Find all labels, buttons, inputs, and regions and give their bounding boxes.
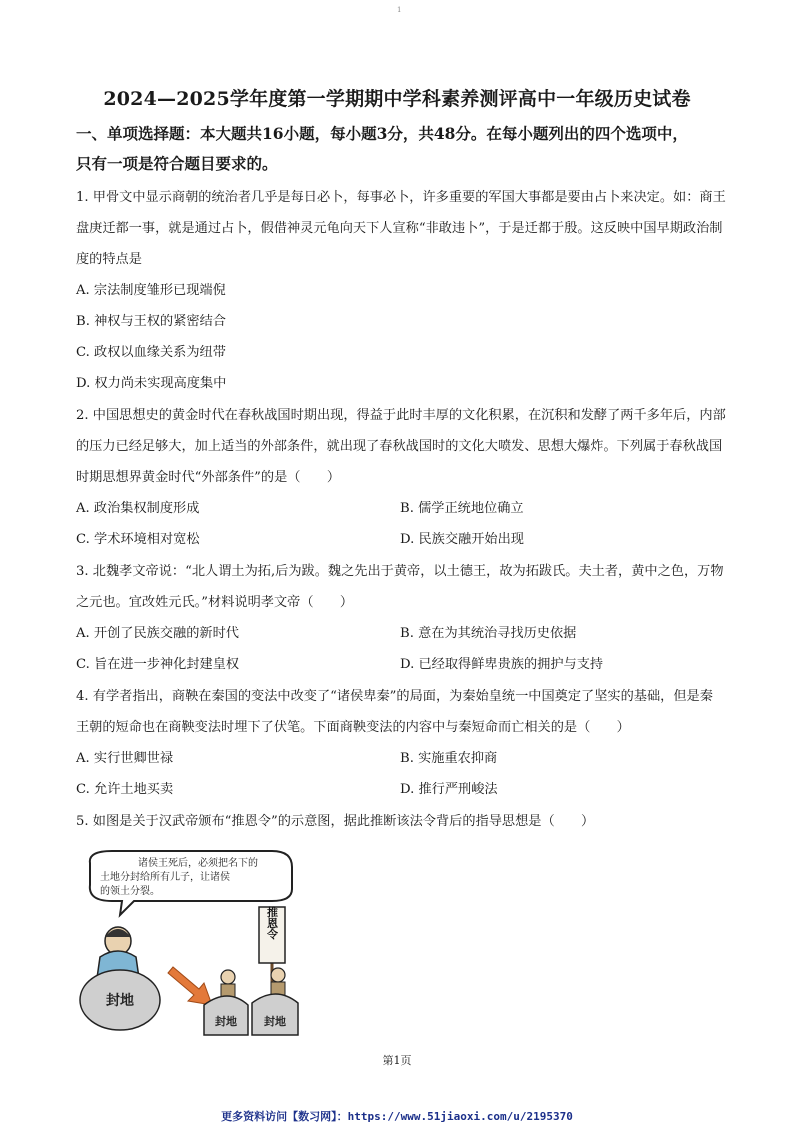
split-arrow-icon	[168, 967, 212, 1005]
heir-figure-right	[271, 968, 285, 996]
question-2-option-a: A. 政治集权制度形成	[76, 501, 200, 516]
question-3-stem: 3. 北魏孝文帝说：“北人谓土为拓,后为跋。魏之先出于黄帝，以土德王，故为拓跋氏。夫土者，黄中之色，万物之元也。宜改姓元氏。”材料说明孝文帝（ ）	[76, 564, 724, 610]
small-fief-label-left: 封地	[215, 1015, 237, 1028]
question-1-option-a: A. 宗法制度雏形已现端倪	[76, 283, 226, 298]
question-4-stem: 4. 有学者指出，商鞅在秦国的变法中改变了“诸侯卑秦”的局面，为秦始皇统一中国奠定了坚实的基础，但是秦王朝的短命也在商鞅变法时埋下了伏笔。下面商鞅变法的内容中与秦短命而亡相关的是（ ）	[76, 689, 713, 735]
big-fief-label: 封地	[106, 993, 134, 1009]
speech-line-1: 诸侯王死后，必须把名下的	[138, 858, 258, 869]
question-2-option-d: D. 民族交融开始出现	[400, 532, 524, 547]
question-3-option-b: B. 意在为其统治寻找历史依据	[400, 626, 577, 641]
question-2-stem: 2. 中国思想史的黄金时代在春秋战国时期出现，得益于此时丰厚的文化积累，在沉积和发酵了两千多年后，内部的压力已经足够大，加上适当的外部条件，就出现了春秋战国时的文化大喷发、思想大爆炸。下列属于春秋战国时期思想界黄金时代“外部条件”的是（ ）	[76, 408, 726, 485]
question-4-option-b: B. 实施重农抑商	[400, 751, 498, 766]
question-4-option-d: D. 推行严刑峻法	[400, 782, 498, 797]
section-heading-line1: 一、单项选择题：本大题共16小题，每小题3分，共48分。在每小题列出的四个选项中，	[76, 124, 688, 143]
question-4-option-a: A. 实行世卿世禄	[76, 751, 174, 766]
question-1-option-d: D. 权力尚未实现高度集中	[76, 376, 227, 391]
heir-figure-left	[221, 970, 235, 998]
question-2-option-c: C. 学术环境相对宽松	[76, 532, 200, 547]
question-2-option-b: B. 儒学正统地位确立	[400, 501, 524, 516]
sign-text: 推恩令	[265, 906, 279, 940]
question-3-option-a: A. 开创了民族交融的新时代	[76, 626, 239, 641]
speech-line-3: 的领土分裂。	[100, 886, 160, 897]
question-5-stem: 5. 如图是关于汉武帝颁布“推恩令”的示意图，据此推断该法令背后的指导思想是（ ）	[76, 814, 595, 829]
page-top-mark: 1	[397, 6, 402, 14]
question-4-option-c: C. 允许土地买卖	[76, 782, 174, 797]
question-3-option-c: C. 旨在进一步神化封建皇权	[76, 657, 240, 672]
question-1-option-c: C. 政权以血缘关系为纽带	[76, 345, 226, 360]
small-fief-label-right: 封地	[264, 1015, 286, 1028]
section-heading-line2: 只有一项是符合题目要求的。	[76, 154, 278, 173]
exam-title: 2024—2025学年度第一学期期中学科素养测评高中一年级历史试卷	[103, 88, 691, 110]
speech-line-2: 土地分封给所有儿子，让诸侯	[100, 872, 230, 883]
question-3-option-d: D. 已经取得鲜卑贵族的拥护与支持	[400, 657, 604, 672]
question-1-option-b: B. 神权与王权的紧密结合	[76, 314, 226, 329]
question-1-stem: 1. 甲骨文中显示商朝的统治者几乎是每日必卜，每事必卜，许多重要的军国大事都是要由占卜来决定。如：商王盘庚迁都一事，就是通过占卜，假借神灵元龟向天下人宣称“非敢违卜”，于是迁都于殷。这反映中国早期政治制度的特点是	[76, 190, 726, 267]
page-number: 第1页	[382, 1054, 412, 1067]
tuienling-illustration	[72, 845, 307, 1040]
tuienling-cartoon	[72, 845, 307, 1040]
footer-link[interactable]: 更多资料访问【数习网】：https://www.51jiaoxi.com/u/2195370	[221, 1110, 573, 1123]
